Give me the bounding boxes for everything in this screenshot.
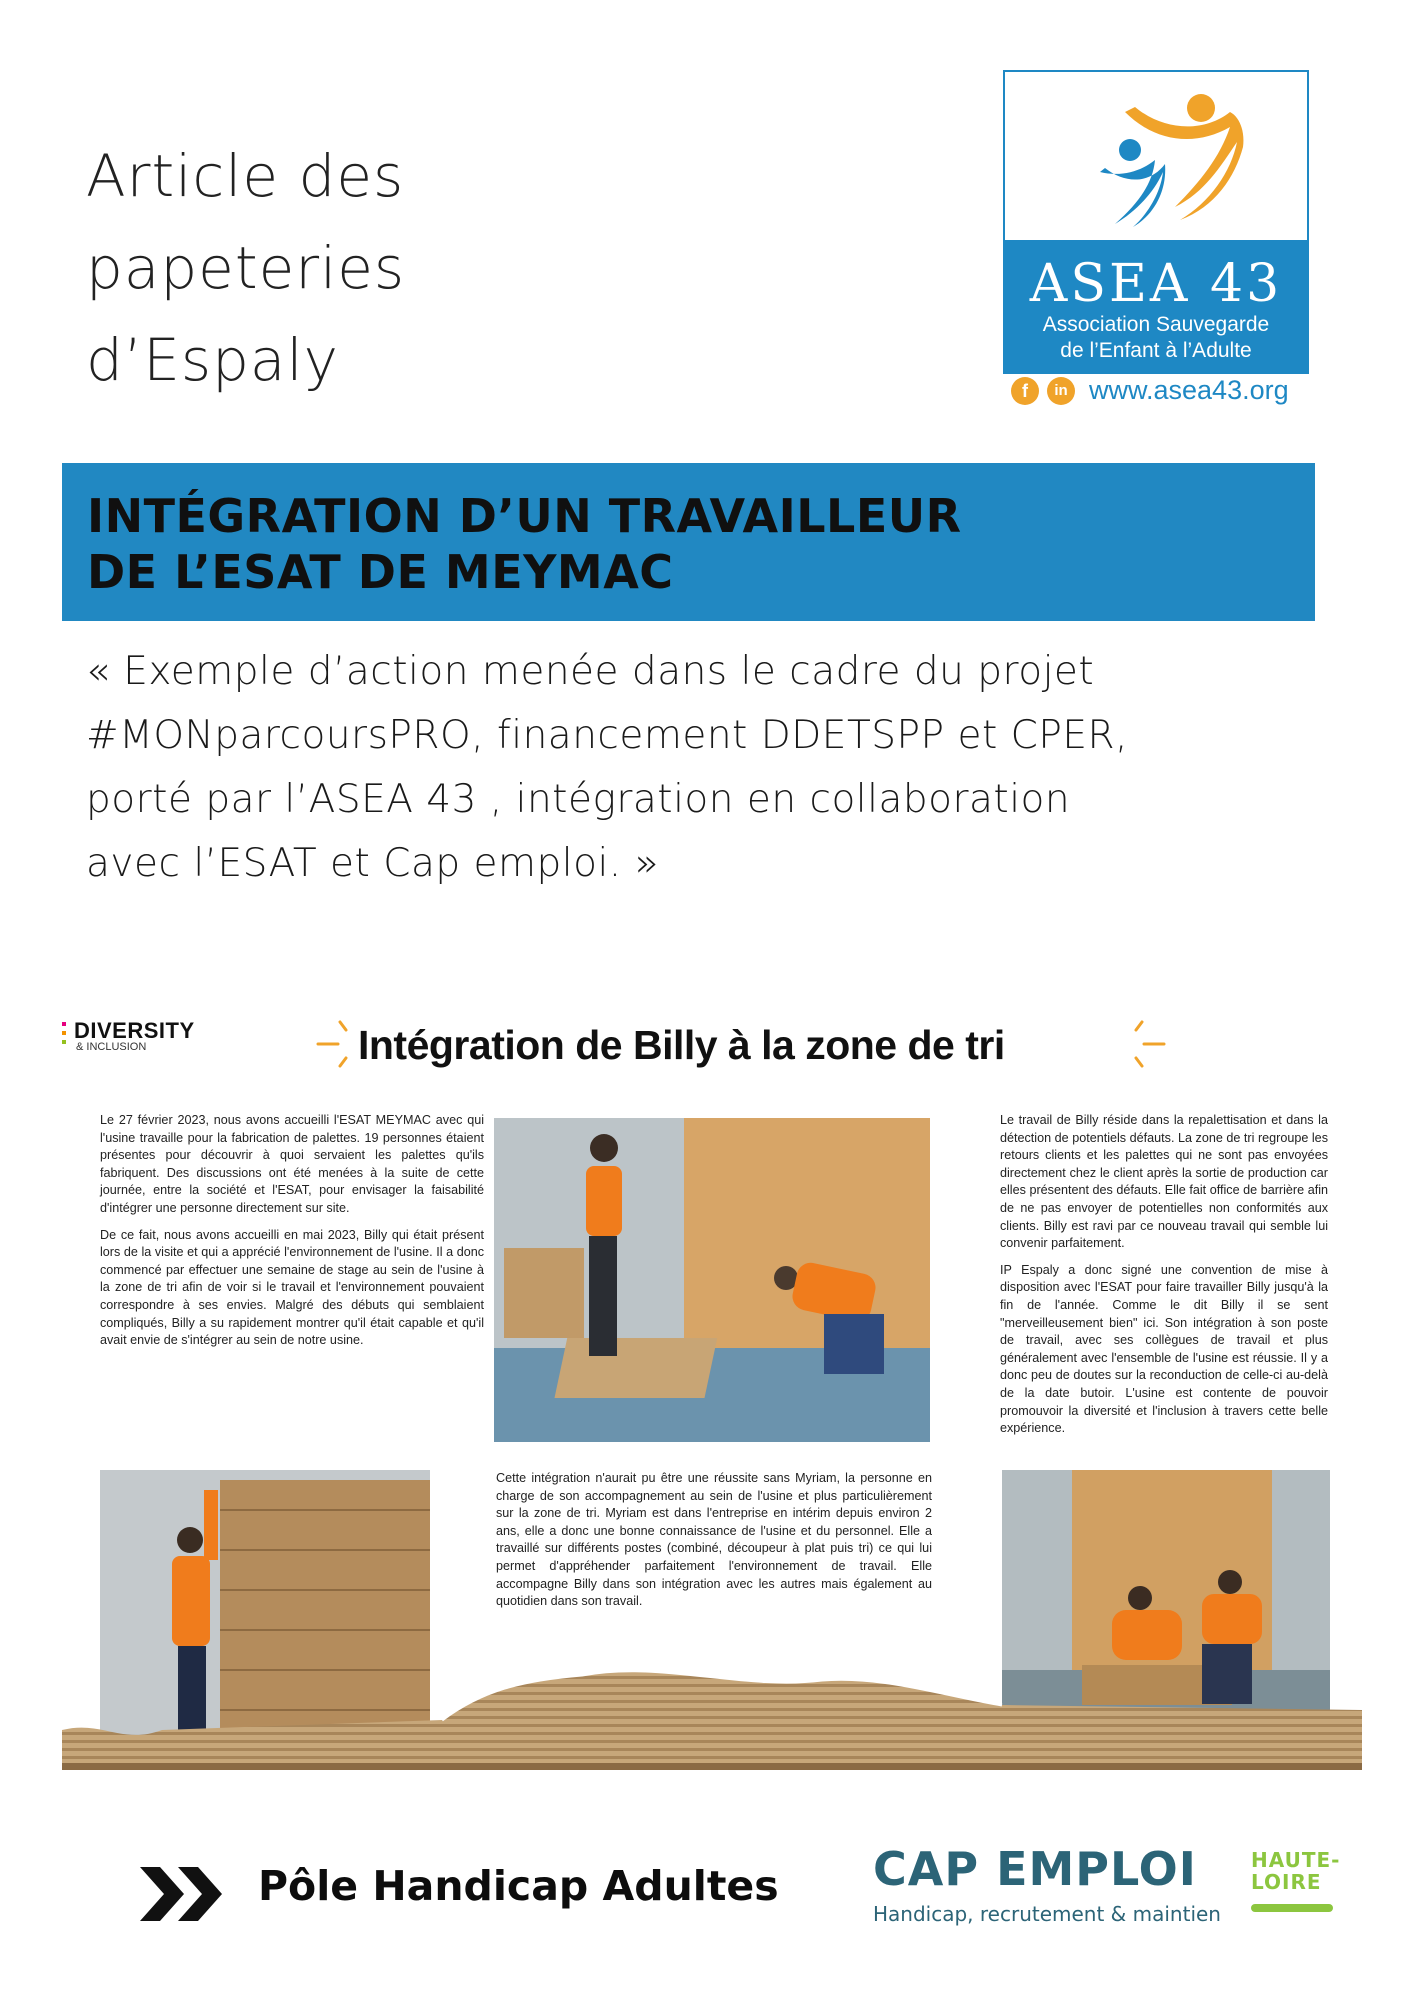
article-title: Intégration de Billy à la zone de tri	[358, 1022, 1005, 1068]
banner-title	[87, 488, 962, 600]
cap-emploi-region: LOIRE	[1251, 1870, 1322, 1894]
asea-social-row	[1003, 375, 1323, 409]
asea-subtitle: Association Sauvegarde	[1042, 313, 1270, 336]
page-title	[86, 130, 646, 406]
double-chevron-icon	[140, 1867, 226, 1921]
pole-label: Pôle Handicap Adultes	[258, 1862, 779, 1910]
banner-title-line: INTÉGRATION D’UN TRAVAILLEUR	[87, 489, 962, 543]
asea-figures-icon	[1005, 72, 1307, 240]
asea-website-link[interactable]: www.asea43.org	[1089, 375, 1289, 405]
banner-title-line: DE L’ESAT DE MEYMAC	[87, 545, 674, 599]
cap-emploi-region: HAUTE-	[1251, 1848, 1341, 1872]
cap-emploi-tagline: Handicap, recrutement & maintien	[873, 1902, 1221, 1926]
page-title-line: Article des	[86, 142, 405, 210]
article-paragraph: Cette intégration n'aurait pu être une réussite sans Myriam, la personne en charge de son accompagnement au sein de l'usine et plus particulièrement sur la zone de tri. Myriam est dans l'entreprise en intérim depuis environ 2 ans, elle a donc une bonne connaissance de l'usine et du personnel. Elle a travaillé sur différents postes (combiné, découpeur à plat puis tri) ce qui lui permet d'appréhender parfaitement l'environnement de travail. Elle accompagne Billy dans son intégration avec les autres mais également au quotidien dans son travail.	[496, 1471, 932, 1609]
cap-emploi-name: CAP EMPLOI	[873, 1842, 1197, 1896]
article-column-right	[1000, 1112, 1328, 1447]
quote-line: #MONparcoursPRO, financement DDETSPP et CPER,	[86, 713, 1129, 758]
page-title-line: papeteries	[86, 234, 406, 302]
title-banner	[62, 463, 1315, 621]
page-title-line: d’Espaly	[86, 326, 339, 394]
article-paragraph: Le 27 février 2023, nous avons accueilli l'ESAT MEYMAC avec qui l'usine travaille pour la fabrication de palettes. 19 personnes étaient présentes pour découvrir à quoi servaient les palettes qu'ils fabriquent. Des discussions ont été menées à la suite de cette journée, entre la société et l'ESAT, pour envisager la faisabilité d'intégrer une personne directement sur site.	[100, 1113, 484, 1215]
article-paragraph: Le travail de Billy réside dans la repalettisation et dans la détection de potentiels défauts. La zone de tri regroupe les retours clients et les palettes qui ne sont pas envoyées directement chez le client après la sortie de production car elles présentent des défauts. Elle fait office de barrière afin de ne pas envoyer de potentielles non conformités aux clients. Billy est ravi par ce nouveau travail qui semble lui convenir parfaitement.	[1000, 1113, 1328, 1251]
asea-name: ASEA 43	[1029, 254, 1283, 314]
quote-line: « Exemple d’action menée dans le cadre du projet	[86, 649, 1095, 694]
diversity-mark-icon	[62, 1022, 70, 1046]
asea-logo	[1003, 70, 1309, 374]
cap-emploi-logo	[873, 1842, 1341, 1942]
article-clipping	[62, 1000, 1362, 1770]
asea-subtitle: de l’Enfant à l’Adulte	[1060, 339, 1252, 362]
asea-name-band	[1005, 240, 1307, 372]
quote-line: porté par l’ASEA 43 , intégration en collaboration	[86, 777, 1071, 822]
photo-workers-sorting-pallet	[494, 1118, 930, 1442]
diversity-title: DIVERSITY	[74, 1018, 195, 1043]
diversity-badge	[62, 1018, 242, 1058]
linkedin-icon[interactable]: in	[1047, 377, 1075, 405]
quote-line: avec l’ESAT et Cap emploi. »	[86, 841, 659, 886]
project-quote	[86, 640, 1326, 896]
diversity-subtitle: & INCLUSION	[76, 1041, 147, 1053]
article-column-left	[100, 1112, 484, 1359]
article-paragraph: De ce fait, nous avons accueilli en mai 2023, Billy qui était présent lors de la visite et qui a apprécié l'environnement de l'usine. Il a donc commencé par effectuer une semaine de stage au sein de l'usine à la zone de tri afin de voir si le travail et l'environnement pouvaient correspondre à ses envies. Malgré des débuts qui semblaient compliqués, Billy a su rapidement montrer qu'il était capable et qu'il avait envie de s'intégrer au sein de notre usine.	[100, 1227, 484, 1348]
facebook-icon[interactable]: f	[1011, 377, 1039, 405]
article-paragraph: IP Espaly a donc signé une convention de mise à disposition avec l'ESAT pour faire travailler Billy jusqu'à la fin de l'année. Comme le dit Billy il se sent "merveilleusement bien" ici. Son intégration à son poste de travail, avec ses collègues de travail et plus généralement avec l'ensemble de l'usine est réussie. Il y a donc peu de doutes sur la reconduction de celle-ci au-delà de la date butoir. L'usine est contente de pouvoir promouvoir la diversité et l'inclusion à travers cette belle expérience.	[1000, 1262, 1328, 1436]
torn-cardboard-decoration	[62, 1620, 1362, 1770]
sparkle-left-icon	[310, 1014, 350, 1074]
article-column-center	[496, 1470, 932, 1620]
sparkle-right-icon	[1132, 1014, 1172, 1074]
cap-emploi-accent-bar	[1251, 1904, 1333, 1912]
